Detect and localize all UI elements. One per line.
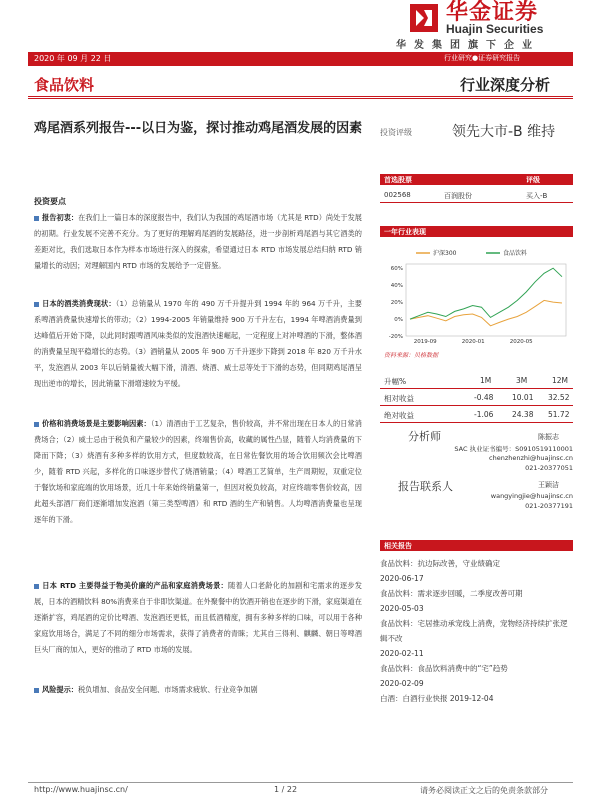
- bullet-text: 税负增加、食品安全问题、市场需求疲软、行业竞争加剧: [77, 685, 258, 694]
- related-item-date: 2020-02-11: [380, 649, 424, 658]
- y-tick-label: 0%: [394, 317, 403, 324]
- perf-col-label: 升幅%: [384, 377, 407, 386]
- related-item-date: 2020-02-09: [380, 679, 424, 688]
- perf-cell: 32.52: [548, 393, 570, 402]
- related-item-title[interactable]: 食品饮料：食品饮料消费中的“宅”趋势: [380, 664, 508, 673]
- related-reports-list: [380, 556, 573, 706]
- stock-rating: 买入-B: [526, 192, 548, 200]
- bullet-risk: [34, 682, 362, 698]
- related-item[interactable]: [380, 586, 573, 616]
- bullet-rtd-drivers: [34, 578, 362, 658]
- perf-cell: 10.01: [512, 393, 534, 402]
- related-item-title[interactable]: 食品饮料：抗边际改善，守业绩确定: [380, 559, 500, 568]
- chart-source: 资料来源：贝格数据: [384, 352, 439, 359]
- y-tick-label: 40%: [390, 283, 403, 290]
- bullet-head: 风险提示：: [42, 685, 78, 694]
- rating-value: 领先大市-B 维持: [452, 124, 556, 140]
- perf-row-label: 绝对收益: [384, 411, 414, 420]
- bullet-marker-icon: [34, 422, 39, 427]
- disclaimer: 请务必阅读正文之后的免责条款部分: [420, 786, 548, 795]
- footer-divider: [28, 782, 573, 783]
- bullet-marker-icon: [34, 302, 39, 307]
- y-tick-label: 20%: [390, 300, 403, 307]
- bullet-marker-icon: [34, 216, 39, 221]
- huajin-logo-icon: [408, 2, 440, 34]
- bullet-head: 日本的酒类消费现状：: [42, 299, 116, 308]
- analyst-label: 分析师: [408, 430, 441, 443]
- related-title: 相关报告: [384, 542, 412, 550]
- stock-header-rating: 评级: [526, 176, 540, 184]
- legend-label: 食品饮料: [503, 250, 528, 257]
- perf-row-label: 相对收益: [384, 394, 414, 403]
- footer-url[interactable]: http://www.huajinsc.cn/: [34, 785, 128, 794]
- page-number: 1 / 22: [274, 785, 298, 794]
- related-item[interactable]: [380, 661, 573, 691]
- report-tag: 行业研究●证券研究报告: [444, 54, 521, 62]
- perf-col-3m: 3M: [516, 376, 528, 385]
- bullet-head: 报告初衷：: [42, 213, 79, 222]
- bullet-price-scenario: [34, 416, 362, 528]
- y-tick-label: -20%: [388, 334, 403, 340]
- related-item-date: 2020-06-17: [380, 574, 424, 583]
- stock-table-header: [380, 174, 573, 185]
- related-item-date: 2020-05-03: [380, 604, 424, 613]
- related-item[interactable]: [380, 556, 573, 586]
- related-item[interactable]: [380, 691, 573, 706]
- perf-cell: -1.06: [474, 410, 494, 419]
- related-item-date: 2019-12-04: [449, 694, 494, 703]
- divider: [28, 98, 573, 99]
- logo-text-en: Huajin Securities: [446, 22, 544, 36]
- bullet-consumption-status: [34, 296, 362, 392]
- key-points-heading: 投资要点: [34, 197, 66, 206]
- bullet-marker-icon: [34, 584, 39, 589]
- analyst-sac: SAC 执业证书编号：S0910519110001: [454, 445, 573, 453]
- perf-col-12m: 12M: [552, 376, 569, 385]
- analyst-name: 陈振志: [538, 433, 559, 441]
- bullet-text: 随着人口老龄化的加剧和宅需求的逐步发展，日本的酒精饮料 80%消费来自于非即饮渠道。在外聚餐中的饮酒开销也在逐步的下滑，家庭渠道在逐渐扩容，鸡尾酒的定价比啤酒、发泡酒还更低，而且低酒精度，拥有多种多样的口味，可以用于各种家庭饮用场合，满足了不同的细分市场需求，获得了消费者的青睐；尤其自三得利、麒麟、朝日等啤酒巨头厂商的加入，更好的推动了 RTD 市场的发展。: [34, 581, 362, 654]
- perf-col-1m: 1M: [480, 376, 492, 385]
- perf-header: [380, 226, 573, 237]
- logo-text-cn: 华金证券: [446, 0, 539, 25]
- y-tick-label: 60%: [390, 266, 403, 273]
- bullet-marker-icon: [34, 688, 39, 693]
- x-tick-label: 2020-01: [461, 339, 485, 345]
- perf-cell: -0.48: [474, 393, 494, 402]
- performance-table: [380, 372, 573, 423]
- industry-name: 食品饮料: [34, 76, 95, 94]
- analyst-phone: 021-20377051: [525, 464, 573, 472]
- perf-title: 一年行业表现: [384, 228, 426, 236]
- stock-name: 百润股份: [444, 192, 472, 200]
- stock-header-code: 首选股票: [384, 176, 412, 184]
- x-tick-label: 2019-09: [413, 339, 437, 345]
- perf-cell: 51.72: [548, 410, 570, 419]
- bullet-text: （1）总销量从 1970 年的 490 万千升提升到 1994 年的 964 万千升，主要系啤酒消费量快速增长的带动；（2）1994-2005 年销量维持 900 万千升左右，1994 年啤酒消费量到达峰值后开始下降，以此同时跟啤酒风味类似的发泡酒快速崛起，一定程度上对冲啤酒的下滑，整体酒的消费量呈现平稳增长的态势。（3）酒销量从 2005 年 900 万千升逐步下降到 2018 年 820 万千升水平，发泡酒从 2003 年以后销量被大幅下滑，清酒、烧酒、威士忌等处于下滑的态势，但同期鸡尾酒呈现出逆市的增长，因此销量下滑增速较为平缓。: [34, 299, 362, 388]
- x-tick-label: 2020-05: [509, 339, 533, 345]
- performance-chart: [380, 240, 573, 348]
- series-line: [410, 268, 562, 319]
- analyst-email[interactable]: chenzhenzhi@huajinsc.cn: [489, 454, 573, 462]
- perf-table-header: [380, 372, 573, 389]
- related-item-title[interactable]: 食品饮料：宅居推动承宠线上消费，宠物经济持续扩张逻辑不改: [380, 619, 568, 643]
- bullet-text: 在我们上一篇日本的深度报告中，我们认为我国的鸡尾酒市场（尤其是 RTD）尚处于发展的初期。行业发展不完善不充分。为了更好的理解鸡尾酒的发展路径，进一步剖析鸡尾酒与其它酒类的差距对比，我们选取日本作为样本市场进行深入的探索，希望通过日本 RTD 市场发展总结归纳 RTD 销量增长的动因；对理解国内 RTD 市场的发展给予一定借鉴。: [34, 213, 362, 270]
- report-date: 2020 年 09 月 22 日: [34, 54, 112, 63]
- related-item-title[interactable]: 食品饮料：需求逐步回暖，二季度改善可期: [380, 589, 523, 598]
- table-row: [380, 406, 573, 423]
- legend-label: 沪深300: [433, 250, 457, 257]
- contact-email[interactable]: wangyingjie@huajinsc.cn: [490, 492, 573, 500]
- related-item[interactable]: [380, 616, 573, 661]
- stock-code: 002568: [384, 191, 411, 199]
- bullet-head: 日本 RTD 主要得益于物美价廉的产品和家庭消费场景：: [42, 581, 228, 590]
- report-title: 鸡尾酒系列报告---以日为鉴，探讨推动鸡尾酒发展的因素: [34, 121, 363, 136]
- perf-cell: 24.38: [512, 410, 534, 419]
- rating-label: 投资评级: [380, 128, 412, 137]
- report-type: 行业深度分析: [460, 76, 551, 94]
- related-item-title[interactable]: 白酒：白酒行业快报: [380, 694, 448, 703]
- slogan: 华发集团旗下企业: [396, 40, 540, 51]
- bullet-head: 价格和消费场景是主要影响因素：: [42, 419, 151, 428]
- table-row: [380, 389, 573, 406]
- divider: [380, 202, 573, 203]
- bullet-report-purpose: [34, 210, 362, 274]
- contact-name: 王颖洁: [538, 481, 559, 489]
- contact-label: 报告联系人: [398, 480, 453, 493]
- related-header: [380, 540, 573, 551]
- bullet-text: （1）清酒由于工艺复杂，售价较高，并不常出现在日本人的日常消费场合；（2）威士忌由于税负和产量较少的因素，终端售价高，收藏的属性凸显，随着人均消费量的下降而下降；（3）烧酒有多种多样的饮用方式，但度数较高，在日常佐餐饮用的场合饮用频次会比啤酒少，随着 RTD 兴起，多样化的口味逐步替代了烧酒销量；（4）啤酒工艺简单，生产周期短，双重定位于餐饮场和家庭端的饮用场景，近几十年来始终销量第一，但因对税负较高，对应终端零售价较高，因此超头部酒厂商们逐渐增加发泡酒（第三类型啤酒）和 RTD 酒的生产和销售。人均啤酒消费量也呈现逐年的下滑。: [34, 419, 362, 524]
- contact-phone: 021-20377191: [525, 502, 573, 510]
- divider: [28, 96, 573, 97]
